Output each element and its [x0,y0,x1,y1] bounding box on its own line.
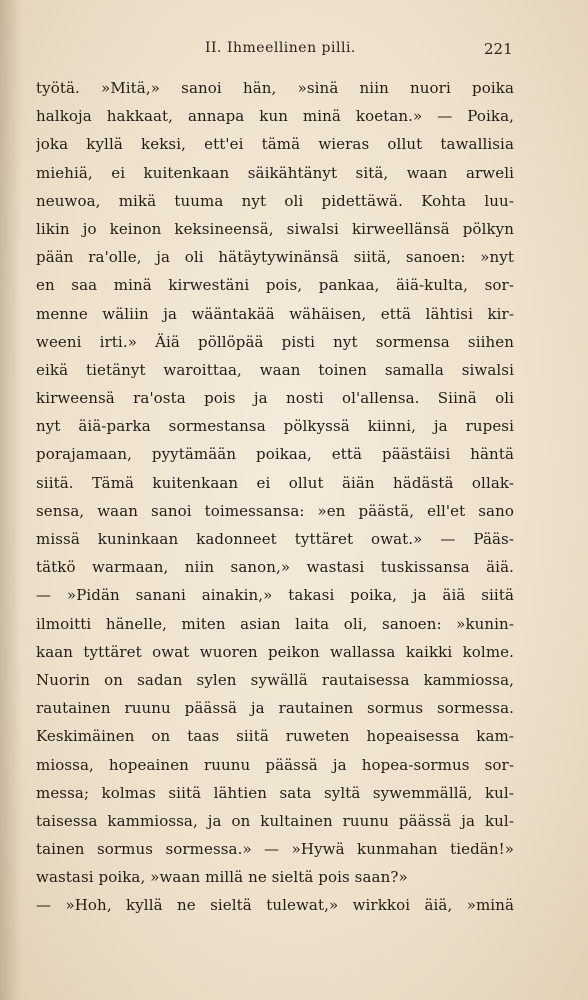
text-line: menne wäliin ja wääntakää wähäisen, että lähtisi kir- [36,304,514,323]
body-text [36,74,514,920]
text-line: missä kuninkaan kadonneet tyttäret owat.» — Pääs- [36,530,514,548]
text-line: tainen sormus sormessa.» — »Hywä kunmahan tiedän!» [36,840,514,859]
text-line: en saa minä kirwestäni pois, pankaa, äiä-kulta, sor- [36,276,514,295]
text-line: messa; kolmas siitä lähtien sata syltä sywemmällä, kul- [36,783,514,802]
text-line: weeni irti.» Äiä pöllöpää pisti nyt sormensa siihen [36,332,514,351]
text-line: ilmoitti hänelle, miten asian laita oli, sanoen: »kunin- [36,614,514,633]
page-number: 221 [484,40,513,58]
text-line: eikä tietänyt waroittaa, waan toinen samalla siwalsi [36,360,514,379]
text-line: nyt äiä-parka sormestansa pölkyssä kiinni, ja rupesi [36,417,514,436]
text-line: pään ra'olle, ja oli hätäytywinänsä siitä, sanoen: »nyt [36,248,514,267]
text-line: miossa, hopeainen ruunu päässä ja hopea-sormus sor- [36,755,514,774]
text-line: sensa, waan sanoi toimessansa: »en päästä, ell'et sano [36,501,514,520]
text-line: — »Hoh, kyllä ne sieltä tulewat,» wirkkoi äiä, »minä [36,896,514,915]
text-line: kirweensä ra'osta pois ja nosti ol'allensa. Siinä oli [36,389,514,408]
text-line: työtä. »Mitä,» sanoi hän, »sinä niin nuori poika [36,79,514,97]
text-line: kaan tyttäret owat wuoren peikon wallassa kaikki kolme. [36,642,514,661]
text-line: — »Pidän sanani ainakin,» takasi poika, ja äiä siitä [36,586,514,605]
text-line: Nuorin on sadan sylen sywällä rautaisessa kammiossa, [36,670,514,689]
text-line: joka kyllä keksi, ett'ei tämä wieras ollut tawallisia [36,135,514,154]
chapter-title: II. Ihmeellinen pilli. [205,40,356,56]
text-line: rautainen ruunu päässä ja rautainen sormus sormessa. [36,699,514,718]
text-line: neuwoa, mikä tuuma nyt oli pidettäwä. Kohta luu- [36,191,514,210]
text-line: halkoja hakkaat, annapa kun minä koetan.» — Poika, [36,107,514,126]
text-line: wastasi poika, »waan millä ne sieltä pois saan?» [36,868,408,887]
text-line: taisessa kammiossa, ja on kultainen ruunu päässä ja kul- [36,811,514,830]
text-line: porajamaan, pyytämään poikaa, että päästäisi häntä [36,445,514,464]
gutter-shadow [0,0,22,1000]
text-line: tätkö warmaan, niin sanon,» wastasi tuskissansa äiä. [36,558,514,577]
text-line: Keskimäinen on taas siitä ruweten hopeaisessa kam- [36,727,514,746]
text-line: miehiä, ei kuitenkaan säikähtänyt sitä, waan arweli [36,163,514,182]
text-line: siitä. Tämä kuitenkaan ei ollut äiän hädästä ollak- [36,473,514,492]
running-head [0,38,588,62]
text-line: likin jo keinon keksineensä, siwalsi kirweellänsä pölkyn [36,219,514,238]
